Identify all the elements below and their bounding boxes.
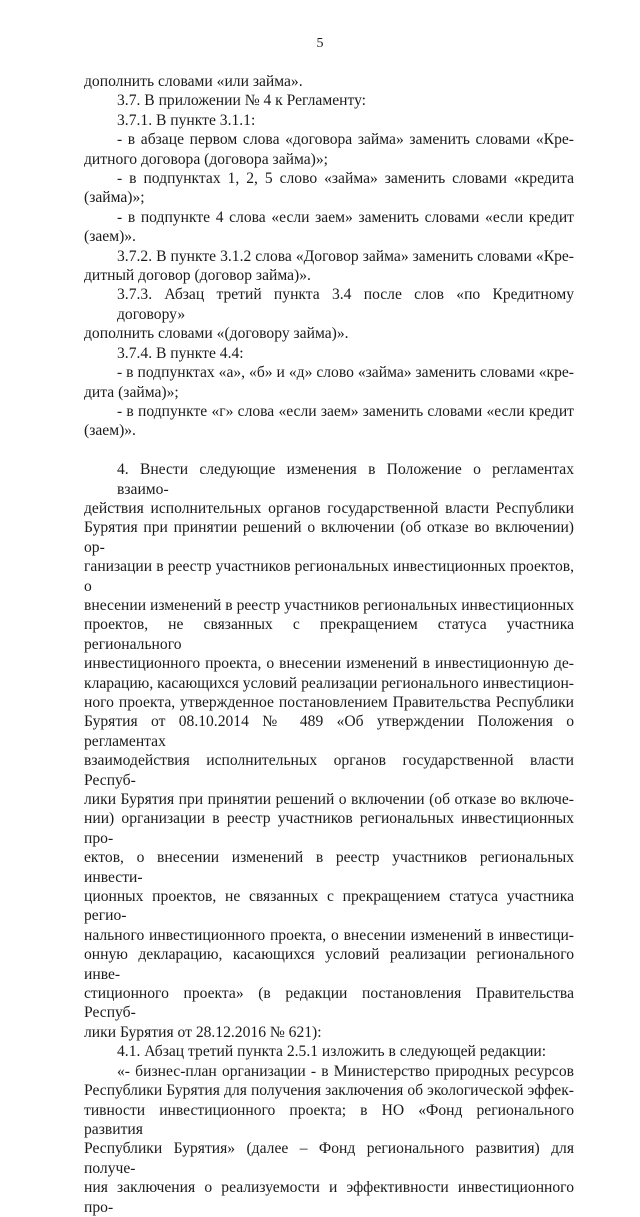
text-line: стиционного проекта» (в редакции постановления Правительства Респуб- [84, 985, 574, 1022]
text-line: (займа)»; [84, 189, 145, 207]
text-line: нального инвестиционного проекта, о внесении изменений в инвестици- [84, 926, 574, 944]
paragraph [84, 111, 574, 130]
text-line: 4. Внести следующие изменения в Положение о регламентах взаимо- [117, 461, 574, 498]
paragraph [84, 285, 574, 343]
text-line: дитного договора (договора займа)»; [84, 150, 328, 168]
text-line: проектов, не связанных с прекращением статуса участника регионального [84, 616, 574, 653]
paragraph [84, 208, 574, 247]
text-line: «- бизнес-план организации - в Министерство природных ресурсов [117, 1062, 574, 1080]
text-line: (заем)». [84, 228, 136, 246]
text-line: действия исполнительных органов государственной власти Республики [84, 499, 574, 517]
text-line: дополнить словами «(договору займа)». [84, 325, 349, 343]
text-line: Республики Бурятия» (далее – Фонд регионального развития) для получе- [84, 1140, 574, 1177]
text-line: взаимодействия исполнительных органов государственной власти Респуб- [84, 752, 574, 789]
text-line: - в подпунктах 1, 2, 5 слово «займа» заменить словами «кредита [117, 170, 574, 188]
text-line: ния заключения о реализуемости и эффективности инвестиционного про- [84, 1179, 574, 1216]
text-line: 3.7.4. В пункте 4.4: [117, 344, 244, 362]
paragraph [84, 169, 574, 208]
document-body [84, 72, 574, 1217]
text-line: 3.7.1. В пункте 3.1.1: [117, 111, 256, 129]
text-line: - в абзаце первом слова «договора займа» заменить словами «Кре- [117, 131, 574, 149]
text-line: 3.7. В приложении № 4 к Регламенту: [117, 92, 366, 110]
text-line: 4.1. Абзац третий пункта 2.5.1 изложить в следующей редакции: [117, 1043, 547, 1061]
text-line: (заем)». [84, 422, 136, 440]
paragraph [84, 1062, 574, 1217]
paragraph [84, 363, 574, 402]
paragraph [84, 344, 574, 363]
text-line: Бурятия при принятии решений о включении (об отказе во включении) ор- [84, 519, 574, 556]
paragraph [84, 72, 574, 91]
text-line: - в подпункте «г» слова «если заем» заменить словами «если кредит [117, 402, 574, 420]
text-line: - в подпунктах «а», «б» и «д» слово «займа» заменить словами «кре- [117, 364, 574, 382]
text-line: лики Бурятия от 28.12.2016 № 621): [84, 1023, 322, 1041]
text-line: ганизации в реестр участников региональных инвестиционных проектов, о [84, 558, 574, 595]
text-line: тивности инвестиционного проекта; в НО «Фонд регионального развития [84, 1101, 574, 1138]
text-line: Республики Бурятия для получения заключения об экологической эффек- [84, 1082, 574, 1100]
text-line: дитный договор (договор займа)». [84, 267, 311, 285]
text-line: ектов, о внесении изменений в реестр участников региональных инвести- [84, 849, 574, 886]
text-line: 3.7.2. В пункте 3.1.2 слова «Договор займа» заменить словами «Кре- [117, 247, 574, 265]
page-number: 5 [316, 36, 324, 51]
paragraph [84, 130, 574, 169]
text-line: 3.7.3. Абзац третий пункта 3.4 после слов «по Кредитному договору» [117, 286, 574, 323]
text-line: Бурятия от 08.10.2014 № 489 «Об утверждении Положения о регламентах [84, 713, 574, 750]
paragraph-gap [84, 441, 574, 460]
text-line: - в подпункте 4 слова «если заем» заменить словами «если кредит [117, 208, 574, 226]
paragraph [84, 1042, 574, 1061]
text-line: инвестиционного проекта, о внесении изменений в инвестиционную де- [84, 655, 574, 673]
paragraph [84, 247, 574, 286]
paragraph [84, 460, 574, 1042]
paragraph [84, 91, 574, 110]
text-line: ного проекта, утвержденное постановлением Правительства Республики [84, 693, 574, 711]
text-line: онную декларацию, касающихся условий реализации регионального инве- [84, 946, 574, 983]
text-line: дита (займа)»; [84, 383, 179, 401]
text-line: внесении изменений в реестр участников региональных инвестиционных [84, 596, 574, 614]
text-line: дополнить словами «или займа». [84, 73, 303, 90]
text-line: нии) организации в реестр участников региональных инвестиционных про- [84, 810, 574, 847]
text-line: лики Бурятия при принятии решений о включении (об отказе во включе- [84, 791, 574, 809]
paragraph [84, 402, 574, 441]
text-line: кларацию, касающихся условий реализации регионального инвестицион- [84, 674, 574, 692]
text-line: ционных проектов, не связанных с прекращением статуса участника регио- [84, 888, 574, 925]
